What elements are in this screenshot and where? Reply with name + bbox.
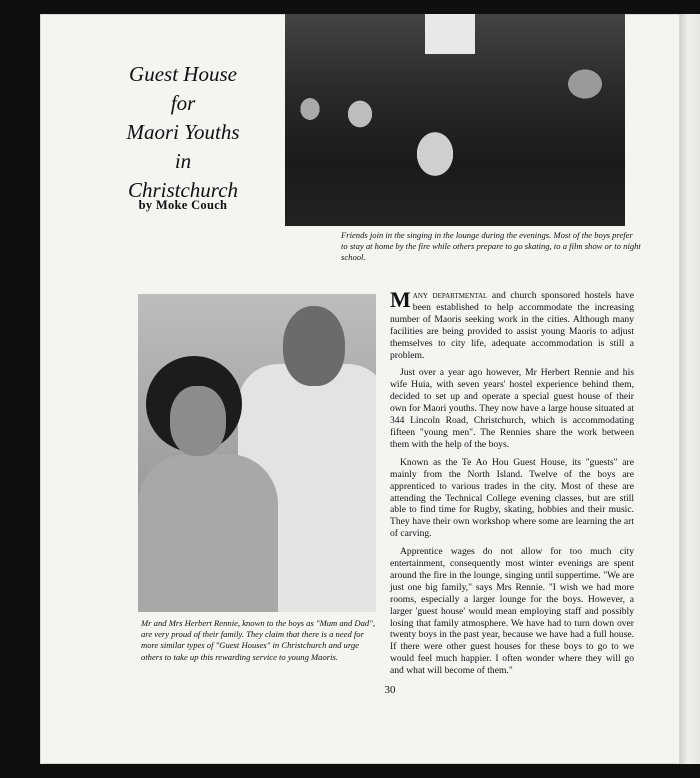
- body-paragraph: [390, 287, 634, 361]
- rennie-couple-photo: [138, 294, 376, 612]
- left-photo-caption: Mr and Mrs Herbert Rennie, known to the boys as "Mum and Dad", are very proud of their family. They claim that there is a need for more similar types of "Guest Houses" in Christchurch and urge others to take up this rewarding service to young Maoris.: [141, 618, 375, 662]
- woman-figure: [138, 454, 278, 612]
- article-body: [390, 287, 634, 683]
- title-line: Guest House: [129, 62, 237, 86]
- body-paragraph: Apprentice wages do not allow for too much city entertainment, consequently most winter evenings are spent around the fire in the lounge, singing until suppertime. "We are just one big family," says Mrs Rennie. "I wish we had more rooms, especially a larger lounge for the boys. However, a larger 'guest house' would mean employing staff and possibly losing that family atmosphere. We have had to turn down over twenty boys in the past year, because we have had a full house. If there were other guest houses for these boys to go to we would feel much happier. I often wonder where they will go and what will become of them.": [390, 546, 634, 677]
- man-head: [283, 306, 345, 386]
- woman-face: [170, 386, 226, 456]
- paragraph-text: and church sponsored hostels have been established to help accommodate the increasing number of Maoris seeking work in the cities. Although many facilities are being provided to assist young Maoris to adjust themselves to city life, adequate accommodation is still a problem.: [390, 290, 634, 361]
- adjacent-page-edge: [680, 14, 700, 764]
- top-photo-caption: Friends join in the singing in the lounge during the evenings. Most of the boys prefer to stay at home by the fire while others prepare to go skating, to a film show or to night school.: [341, 230, 641, 263]
- lamp-shade: [425, 14, 475, 54]
- title-line: Maori Youths: [126, 120, 240, 144]
- page-number: 30: [384, 684, 396, 696]
- title-line: Christchurch: [127, 178, 239, 202]
- body-paragraph: Known as the Te Ao Hou Guest House, its "guests" are mainly from the North Island. Twelve of the boys are apprenticed to various trades in the city. Most of these are attending the Technical College evening classes, but are still able to find time for Rugby, skating, hobbies and their music. They have their own workshop where some are learning the art of carving.: [390, 456, 634, 540]
- title-line: for: [170, 91, 196, 115]
- small-caps-lead: any departmental: [412, 290, 488, 301]
- byline: by Moke Couch: [138, 198, 228, 212]
- title-line: in: [174, 149, 192, 173]
- article-title: [88, 60, 278, 205]
- body-paragraph: Just over a year ago however, Mr Herbert Rennie and his wife Huia, with seven years' hostel experience behind them, decided to set up and operate a special guest house of their own for Maori youths. They now have a large house situated at 344 Lincoln Road, Christchurch, which is accommodating fifteen "young men". The Rennies share the work between them with the help of the boys.: [390, 367, 634, 450]
- lounge-singing-photo: [285, 14, 625, 226]
- drop-cap: M: [390, 287, 411, 312]
